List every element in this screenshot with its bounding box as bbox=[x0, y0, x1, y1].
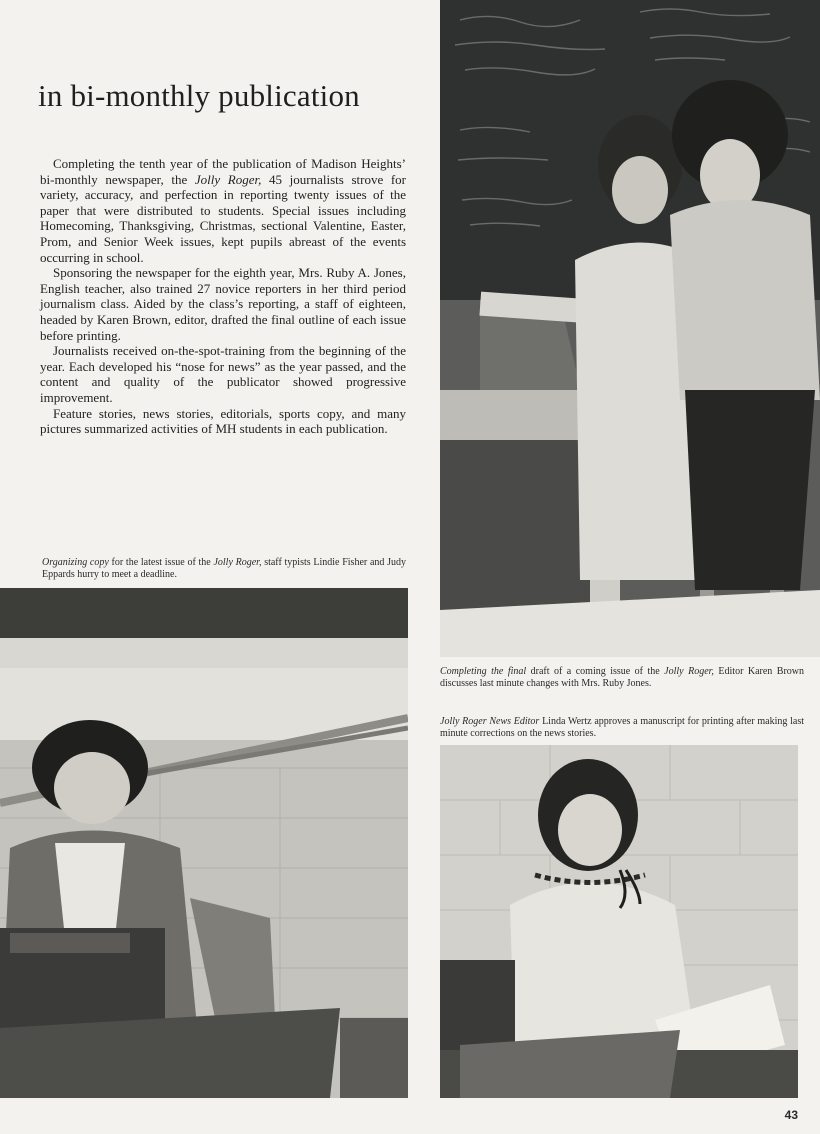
page-number: 43 bbox=[784, 1108, 798, 1122]
article-body bbox=[40, 156, 406, 437]
caption-typists: Organizing copy for the latest issue of the Jolly Roger, staff typists Lindie Fisher and Judy Eppards hurry to meet a deadline. bbox=[42, 557, 407, 580]
photo-editor-and-sponsor bbox=[440, 0, 820, 657]
article-paragraph-1: Completing the tenth year of the publication of Madison Heights’ bi-monthly newspaper, the Jolly Roger, 45 journalists strove for variety, accuracy, and perfection in reporting twenty issues of the paper that were distributed to students. Special issues including Homecoming, Thanksgiving, Christmas, sectional Valentine, Easter, Prom, and Senior Week issues, kept pupils abreast of the events occurring in school. bbox=[40, 156, 407, 265]
page-headline: in bi-monthly publication bbox=[38, 78, 360, 113]
article-paragraph-2: Sponsoring the newspaper for the eighth year, Mrs. Ruby A. Jones, English teacher, also trained 27 novice reporters in her third period journalism class. Aided by the class’s reporting, a staff of eighteen, headed by Karen Brown, editor, drafted the final outline of each issue before printing. bbox=[40, 265, 406, 343]
article-paragraph-4: Feature stories, news stories, editorials, sports copy, and many pictures summarized activities of MH students in each publication. bbox=[40, 405, 406, 437]
caption-news-editor: Jolly Roger News Editor Linda Wertz approves a manuscript for printing after making last minute corrections on the news stories. bbox=[440, 716, 804, 739]
photo-typists bbox=[0, 588, 408, 1098]
article-paragraph-3: Journalists received on-the-spot-training from the beginning of the year. Each developed his “nose for news” as the year passed, and the content and quality of the publicator showed progressive improvement. bbox=[40, 343, 406, 405]
caption-editor-sponsor: Completing the final draft of a coming issue of the Jolly Roger, Editor Karen Brown discusses last minute changes with Mrs. Ruby Jones. bbox=[440, 666, 804, 689]
photo-news-editor bbox=[440, 745, 798, 1098]
